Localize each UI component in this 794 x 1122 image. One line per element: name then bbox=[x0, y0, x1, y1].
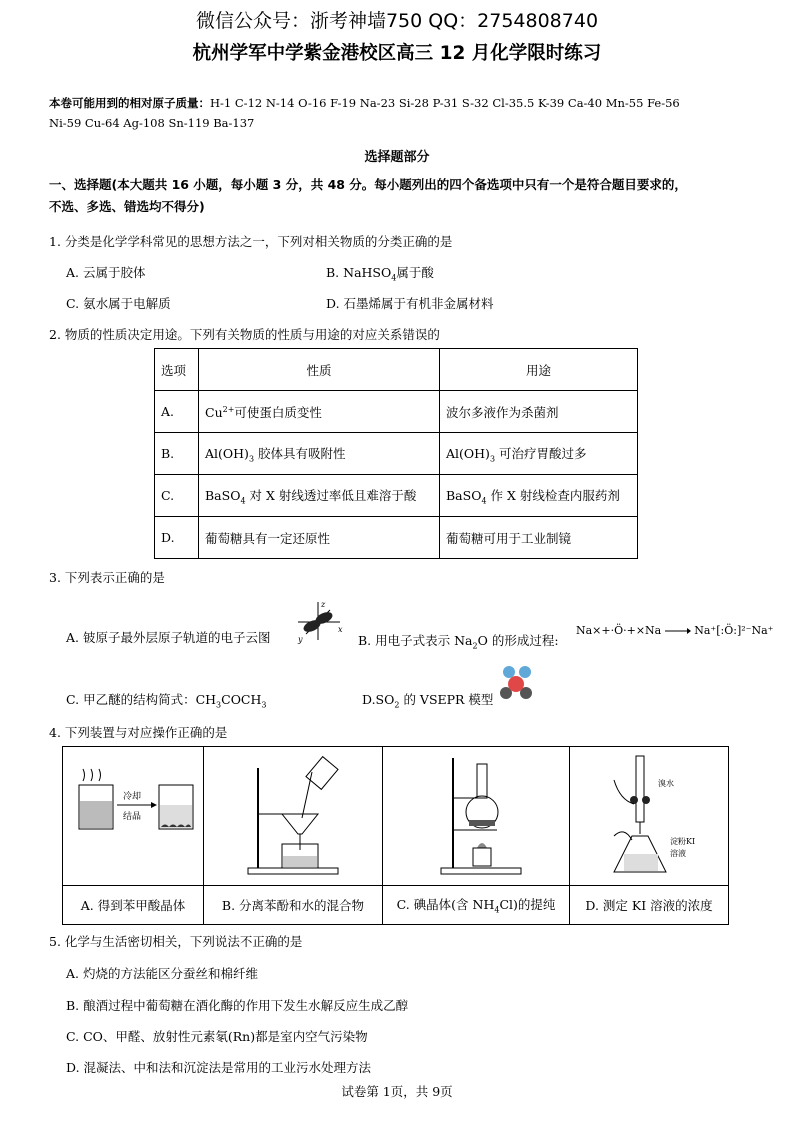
q3-b-sub: 2 bbox=[472, 641, 478, 651]
section-title: 选择题部分 bbox=[364, 150, 430, 165]
q2-row-use bbox=[440, 391, 638, 433]
q3-option-c bbox=[66, 690, 267, 710]
pic-d-label-bromine: 溴水 bbox=[658, 778, 674, 788]
electron-formula-right: Na⁺[:Ö:]²⁻Na⁺ bbox=[694, 624, 774, 637]
caption-c-sub: 4 bbox=[494, 905, 500, 915]
property-sub: 3 bbox=[248, 454, 255, 464]
pic-d-label-solution: 溶液 bbox=[670, 848, 686, 858]
q3-option-d bbox=[362, 690, 493, 710]
q5-option-d: D. 混凝法、中和法和沉淀法是常用的工业污水处理方法 bbox=[66, 1060, 372, 1075]
atomic-masses-line1: H-1 C-12 N-14 O-16 F-19 Na-23 Si-28 P-31 S-32 Cl-35.5 K-39 Ca-40 Mn-55 Fe-56 bbox=[210, 96, 680, 110]
q2-row-option: D. bbox=[155, 517, 199, 559]
use-sub: 4 bbox=[481, 496, 487, 506]
table-row bbox=[155, 517, 638, 559]
q3-c-pre: C. 甲乙醚的结构简式：CH bbox=[66, 692, 217, 707]
q3-b-pre: B. 用电子式表示 Na bbox=[358, 633, 473, 648]
property-text: Cu bbox=[205, 404, 223, 420]
q4-pic-c bbox=[383, 747, 570, 886]
q1-b-sub: 4 bbox=[391, 273, 397, 283]
q2-head-use: 用途 bbox=[440, 349, 638, 391]
q1-option-a: A. 云属于胶体 bbox=[66, 265, 146, 280]
titration-apparatus-diagram bbox=[574, 750, 724, 880]
q2-row-option: A. bbox=[155, 391, 199, 433]
q2-row-property bbox=[199, 433, 440, 475]
axis-y-label: y bbox=[298, 635, 303, 644]
q4-caption-d: D. 测定 KI 溶液的浓度 bbox=[570, 886, 729, 925]
q1-option-b bbox=[326, 263, 434, 283]
use-text: 可治疗胃酸过多 bbox=[495, 445, 587, 461]
use-sub: 3 bbox=[489, 454, 496, 464]
q2-row-use bbox=[440, 475, 638, 517]
instruction-line1: 一、选择题(本大题共 16 小题，每小题 3 分，共 48 分。每小题列出的四个备选项中只有一个是符合题目要求的， bbox=[49, 177, 687, 192]
property-text: 对 X 射线透过率低且难溶于酸 bbox=[245, 487, 417, 503]
q3-c-sub: 3 bbox=[216, 700, 222, 710]
axis-x-label: x bbox=[338, 625, 343, 634]
q2-row-use bbox=[440, 433, 638, 475]
q1-option-c: C. 氨水属于电解质 bbox=[66, 296, 171, 311]
q2-row-option: C. bbox=[155, 475, 199, 517]
page-footer: 试卷第 1页，共 9页 bbox=[341, 1084, 453, 1099]
q3-d-post: 的 VSEPR 模型 bbox=[399, 692, 494, 707]
property-text: 胶体具有吸附性 bbox=[254, 445, 346, 461]
q5-option-a: A. 灼烧的方法能区分蚕丝和棉纤维 bbox=[66, 966, 258, 981]
section-instruction bbox=[49, 174, 749, 218]
crystallization-apparatus-diagram bbox=[65, 755, 201, 875]
page-title: 杭州学军中学紫金港校区高三 12 月化学限时练习 bbox=[192, 43, 602, 64]
sublimation-apparatus-diagram bbox=[391, 750, 561, 880]
property-sup: 2+ bbox=[222, 404, 235, 414]
q2-table bbox=[154, 348, 638, 559]
property-text: Al(OH) bbox=[205, 445, 249, 461]
q4-caption-a: A. 得到苯甲酸晶体 bbox=[63, 886, 204, 925]
q5-stem: 5. 化学与生活密切相关，下列说法不正确的是 bbox=[49, 934, 303, 949]
q5-option-c: C. CO、甲醛、放射性元素氡(Rn)都是室内空气污染物 bbox=[66, 1029, 368, 1044]
header-banner: 微信公众号：浙考神墙750 QQ：2754808740 bbox=[195, 10, 599, 32]
q3-stem: 3. 下列表示正确的是 bbox=[49, 570, 165, 585]
property-sub: 4 bbox=[240, 496, 246, 506]
q3-option-a: A. 铍原子最外层原子轨道的电子云图 bbox=[66, 630, 271, 645]
orbital-cloud-diagram bbox=[292, 598, 344, 644]
q3-b-post: O 的形成过程: bbox=[477, 633, 559, 648]
atomic-masses-label: 本卷可能用到的相对原子质量： bbox=[49, 96, 210, 110]
q2-table-header bbox=[155, 349, 638, 391]
property-text: 可使蛋白质变性 bbox=[234, 404, 322, 420]
q5-option-b: B. 酿酒过程中葡萄糖在酒化酶的作用下发生水解反应生成乙醇 bbox=[66, 998, 409, 1013]
pic-d-label-starch-ki: 淀粉KI bbox=[670, 836, 696, 846]
q1-b-post: 属于酸 bbox=[396, 265, 434, 280]
table-row bbox=[155, 433, 638, 475]
q4-pic-a bbox=[63, 747, 204, 886]
table-row bbox=[155, 475, 638, 517]
table-row bbox=[63, 747, 729, 886]
electron-formula-left: Na×+·Ö·+×Na bbox=[576, 624, 662, 637]
q1-stem: 1. 分类是化学学科常见的思想方法之一，下列对相关物质的分类正确的是 bbox=[49, 234, 453, 249]
q2-row-property bbox=[199, 475, 440, 517]
q2-head-option: 选项 bbox=[155, 349, 199, 391]
q2-stem: 2. 物质的性质决定用途。下列有关物质的性质与用途的对应关系错误的 bbox=[49, 327, 440, 342]
q4-table bbox=[62, 746, 729, 925]
filtration-apparatus-diagram bbox=[208, 750, 378, 880]
q4-caption-b: B. 分离苯酚和水的混合物 bbox=[204, 886, 383, 925]
q4-stem: 4. 下列装置与对应操作正确的是 bbox=[49, 725, 228, 740]
axis-z-label: z bbox=[321, 600, 326, 609]
atomic-masses-line2: Ni-59 Cu-64 Ag-108 Sn-119 Ba-137 bbox=[49, 116, 255, 130]
q3-c-sub: 3 bbox=[261, 700, 267, 710]
use-text: 作 X 射线检查内服药剂 bbox=[486, 487, 620, 503]
use-text: Al(OH) bbox=[446, 445, 490, 461]
electron-formula bbox=[576, 624, 773, 637]
atomic-masses bbox=[49, 93, 749, 133]
q2-head-property: 性质 bbox=[199, 349, 440, 391]
q2-row-option: B. bbox=[155, 433, 199, 475]
q3-d-pre: D.SO bbox=[362, 692, 395, 707]
q4-pic-b bbox=[204, 747, 383, 886]
q2-row-property: 葡萄糖具有一定还原性 bbox=[199, 517, 440, 559]
reaction-arrow-icon bbox=[665, 627, 691, 635]
q3-d-sub: 2 bbox=[394, 700, 400, 710]
use-text: 波尔多液作为杀菌剂 bbox=[446, 404, 559, 420]
q1-b-pre: B. NaHSO bbox=[326, 265, 392, 280]
q1-option-d: D. 石墨烯属于有机非金属材料 bbox=[326, 296, 494, 311]
table-row bbox=[63, 886, 729, 925]
pic-a-label-crystal: 结晶 bbox=[123, 811, 142, 822]
vsepr-model-diagram bbox=[496, 663, 536, 703]
q4-caption-c bbox=[383, 886, 570, 925]
pic-a-label-cool: 冷却 bbox=[123, 791, 142, 802]
q4-pic-d bbox=[570, 747, 729, 886]
q3-c-mid: COCH bbox=[221, 692, 262, 707]
caption-c-post: Cl)的提纯 bbox=[499, 897, 556, 913]
property-text: BaSO bbox=[205, 487, 241, 503]
instruction-line2: 不选、多选、错选均不得分) bbox=[49, 199, 205, 214]
q2-row-property bbox=[199, 391, 440, 433]
q3-option-b bbox=[358, 631, 559, 651]
q2-row-use: 葡萄糖可用于工业制镜 bbox=[440, 517, 638, 559]
caption-c-pre: C. 碘晶体(含 NH bbox=[396, 897, 495, 913]
use-text: BaSO bbox=[446, 487, 482, 503]
table-row bbox=[155, 391, 638, 433]
